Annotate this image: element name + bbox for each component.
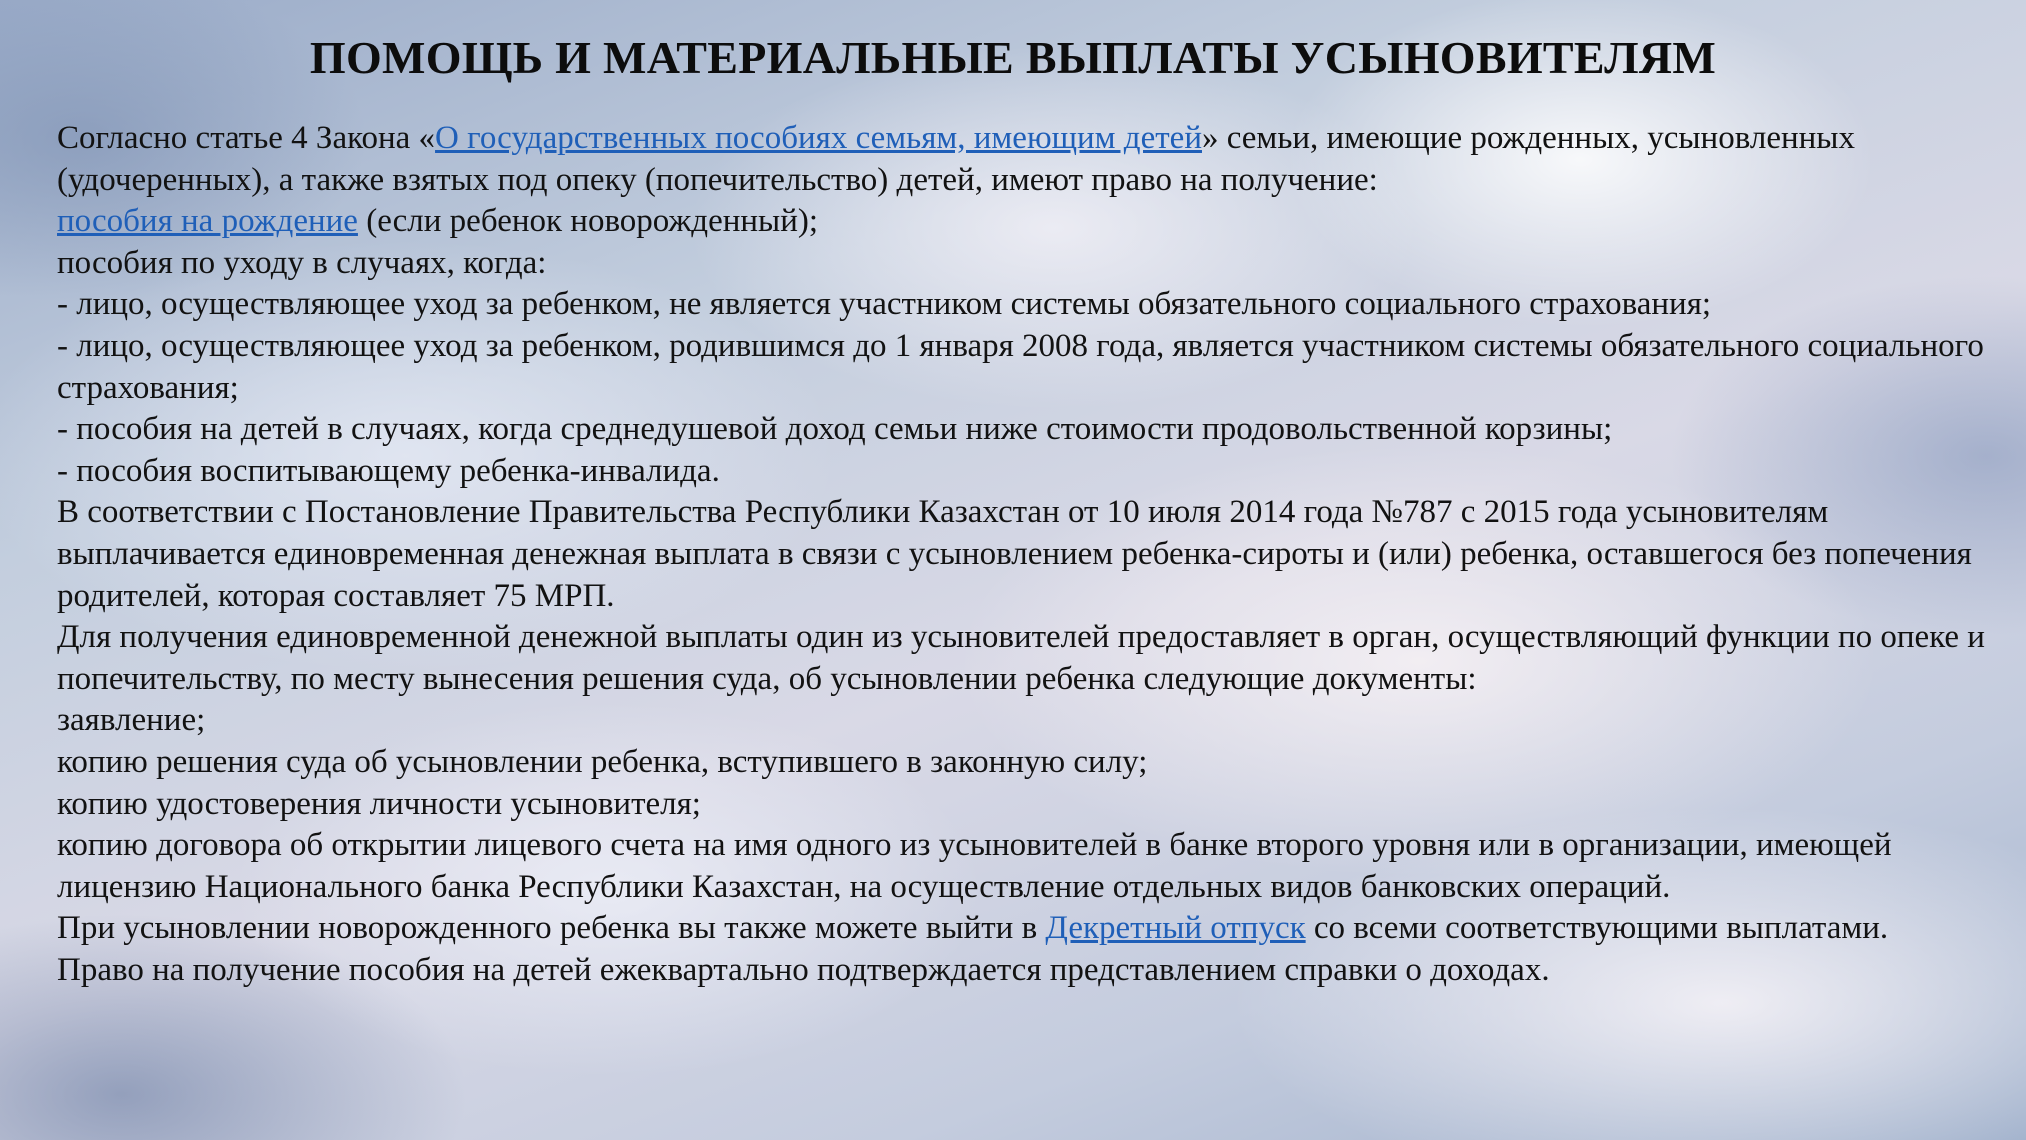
law-paragraph-end: » семьи, имеющие рожденных, усыновленных (удочеренных), а также взятых под опеку (попечительство) детей, имеют право на получение: xyxy=(57,120,1855,198)
resolution-paragraph: В соответствии с Постановление Правительства Республики Казахстан от 10 июля 2014 года №787 с 2015 года усыновителям выплачивается единовременная денежная выплата в связи с усыновлением ребенка-сироты и (или) ребенка, оставшегося без попечения родителей, которая составляет 75 МРП. xyxy=(57,494,1972,614)
birth-benefit-note: (если ребенок новорожденный); xyxy=(357,203,819,240)
law-link[interactable]: О государственных пособиях семьям, имеющим детей xyxy=(435,120,1202,156)
document-item: копию удостоверения личности усыновителя; xyxy=(57,785,701,822)
confirmation-paragraph: Право на получение пособия на детей ежеквартально подтверждается представлением справки о доходах. xyxy=(57,951,1550,988)
document-item: заявление; xyxy=(57,702,206,739)
document-item: копию решения суда об усыновлении ребенка, вступившего в законную силу; xyxy=(57,743,1148,780)
child-benefit-item: - пособия на детей в случаях, когда среднедушевой доход семьи ниже стоимости продовольственной корзины; xyxy=(57,411,1613,448)
care-benefit-intro: пособия по уходу в случаях, когда: xyxy=(57,244,547,281)
law-paragraph xyxy=(57,118,1992,201)
birth-benefit-item xyxy=(57,201,1992,243)
care-case-item: - лицо, осуществляющее уход за ребенком, родившимся до 1 января 2008 года, является участником системы обязательного социального страхования; xyxy=(57,327,1984,406)
maternity-paragraph xyxy=(57,908,1992,950)
birth-benefit-link[interactable]: пособия на рождение xyxy=(57,203,358,240)
maternity-leave-link[interactable]: Декретный отпуск xyxy=(1045,910,1306,947)
slide-body xyxy=(57,118,1992,991)
law-paragraph-start: Согласно статье 4 Закона « xyxy=(57,120,436,156)
page-title: ПОМОЩЬ И МАТЕРИАЛЬНЫЕ ВЫПЛАТЫ УСЫНОВИТЕЛЯМ xyxy=(309,32,1717,83)
care-case-item: - лицо, осуществляющее уход за ребенком, не является участником системы обязательного социального страхования; xyxy=(57,286,1712,323)
maternity-end: со всеми соответствующими выплатами. xyxy=(1305,910,1889,947)
maternity-start: При усыновлении новорожденного ребенка вы также можете выйти в xyxy=(57,910,1046,947)
disabled-benefit-item: - пособия воспитывающему ребенка-инвалида. xyxy=(57,452,720,489)
document-item: копию договора об открытии лицевого счета на имя одного из усыновителей в банке второго уровня или в организации, имеющей лицензию Национального банка Республики Казахстан, на осуществление отдельных видов банковских операций. xyxy=(57,827,1892,905)
documents-intro: Для получения единовременной денежной выплаты один из усыновителей предоставляет в орган, осуществляющий функции по опеке и попечительству, по месту вынесения решения суда, об усыновлении ребенка следующие документы: xyxy=(57,619,1985,697)
